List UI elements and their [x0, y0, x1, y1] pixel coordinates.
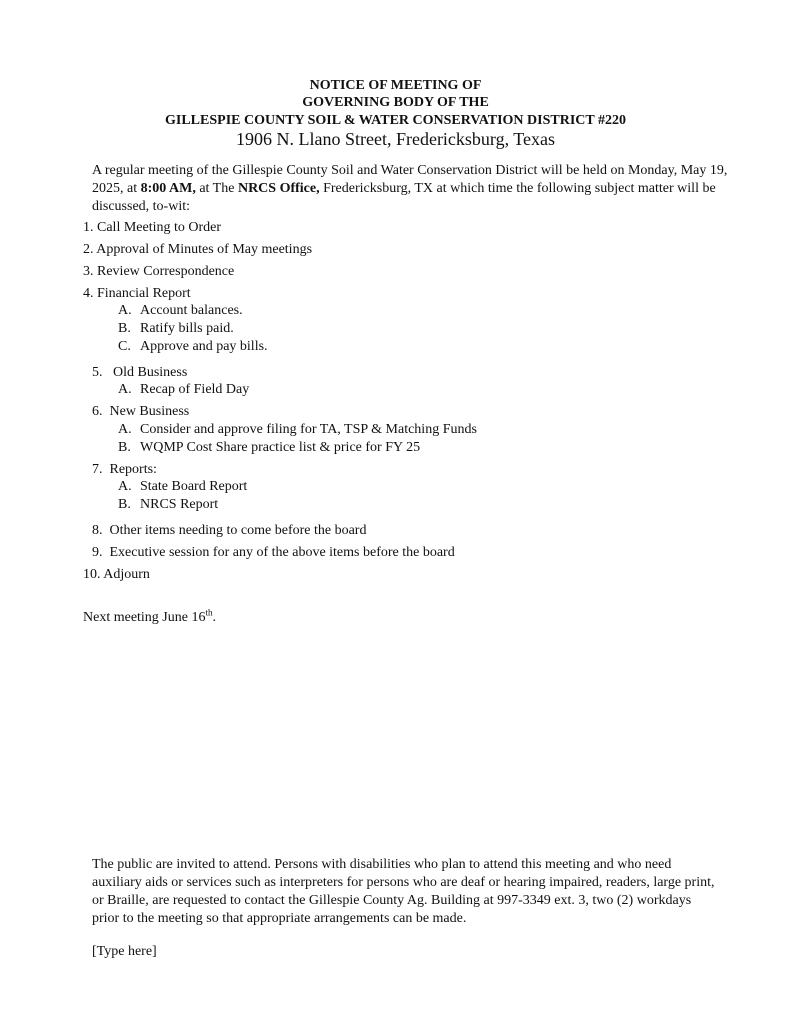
footer-placeholder: [Type here] [92, 944, 157, 959]
subitem-letter: A. [118, 303, 132, 318]
meeting-intro-paragraph [92, 162, 732, 216]
agenda-item-2: 2. Approval of Minutes of May meetings [83, 242, 313, 257]
agenda-subitem-7a [118, 478, 247, 496]
meeting-location: NRCS Office, [237, 181, 320, 196]
agenda-item-9: 9. Executive session for any of the above items before the board [92, 545, 455, 560]
notice-title-line-2: GOVERNING BODY OF THE [302, 95, 489, 110]
intro-text-2: at The [195, 181, 238, 196]
subitem-letter: A. [118, 479, 132, 494]
agenda-subitem-7b [118, 496, 218, 514]
subitem-letter: B. [118, 440, 131, 455]
agenda-item-1: 1. Call Meeting to Order [83, 220, 222, 235]
subitem-text: State Board Report [140, 479, 248, 494]
subitem-text: Recap of Field Day [140, 382, 250, 397]
intro-text-1: A regular meeting of the Gillespie County Soil and Water Conservation District will be held on Monday, May 19, 2025, at [92, 163, 728, 196]
agenda-subitem-6b [118, 439, 420, 457]
subitem-letter: A. [118, 422, 132, 437]
agenda-subitem-4c [118, 338, 268, 356]
next-meeting-period: . [212, 610, 216, 625]
agenda-item-6: 6. New Business [92, 404, 190, 419]
subitem-text: Approve and pay bills. [140, 339, 268, 354]
meeting-address: 1906 N. Llano Street, Fredericksburg, Texas [235, 129, 555, 149]
district-name: GILLESPIE COUNTY SOIL & WATER CONSERVATION DISTRICT #220 [165, 113, 626, 128]
next-meeting-text: Next meeting June 16 [83, 610, 206, 625]
agenda-item-10: 10. Adjourn [83, 567, 150, 582]
agenda-subitem-4a [118, 302, 243, 320]
subitem-letter: A. [118, 382, 132, 397]
subitem-text: WQMP Cost Share practice list & price for FY 25 [140, 440, 421, 455]
subitem-text: NRCS Report [140, 497, 219, 512]
subitem-text: Account balances. [140, 303, 243, 318]
subitem-text: Consider and approve filing for TA, TSP & Matching Funds [140, 422, 477, 437]
agenda-item-5: 5. Old Business [92, 365, 188, 380]
subitem-letter: C. [118, 339, 131, 354]
ordinal-suffix: th [205, 607, 213, 618]
agenda-subitem-5a [118, 381, 249, 399]
intro-text-3: Fredericksburg, TX at which time the following subject matter will be discussed, to-wit: [92, 181, 716, 214]
agenda-item-3: 3. Review Correspondence [83, 264, 235, 279]
subitem-letter: B. [118, 497, 131, 512]
meeting-time: 8:00 AM, [140, 181, 196, 196]
agenda-item-4: 4. Financial Report [83, 286, 191, 301]
notice-title-line-1: NOTICE OF MEETING OF [309, 78, 482, 93]
agenda-subitem-4b [118, 320, 234, 338]
agenda-item-7: 7. Reports: [92, 462, 157, 477]
subitem-letter: B. [118, 321, 131, 336]
accessibility-notice: The public are invited to attend. Persons with disabilities who plan to attend this meeting and who need auxiliary aids or services such as interpreters for persons who are deaf or hearing impaired, readers, large print, or Braille, are requested to contact the Gillespie County Ag. Building at 997-3349 ext. 3, two (2) workdays prior to the meeting so that appropriate arrangements can be made. [92, 857, 715, 926]
agenda-subitem-6a [118, 421, 477, 439]
subitem-text: Ratify bills paid. [140, 321, 234, 336]
agenda-item-8: 8. Other items needing to come before the board [92, 523, 367, 538]
next-meeting-note [83, 609, 216, 627]
